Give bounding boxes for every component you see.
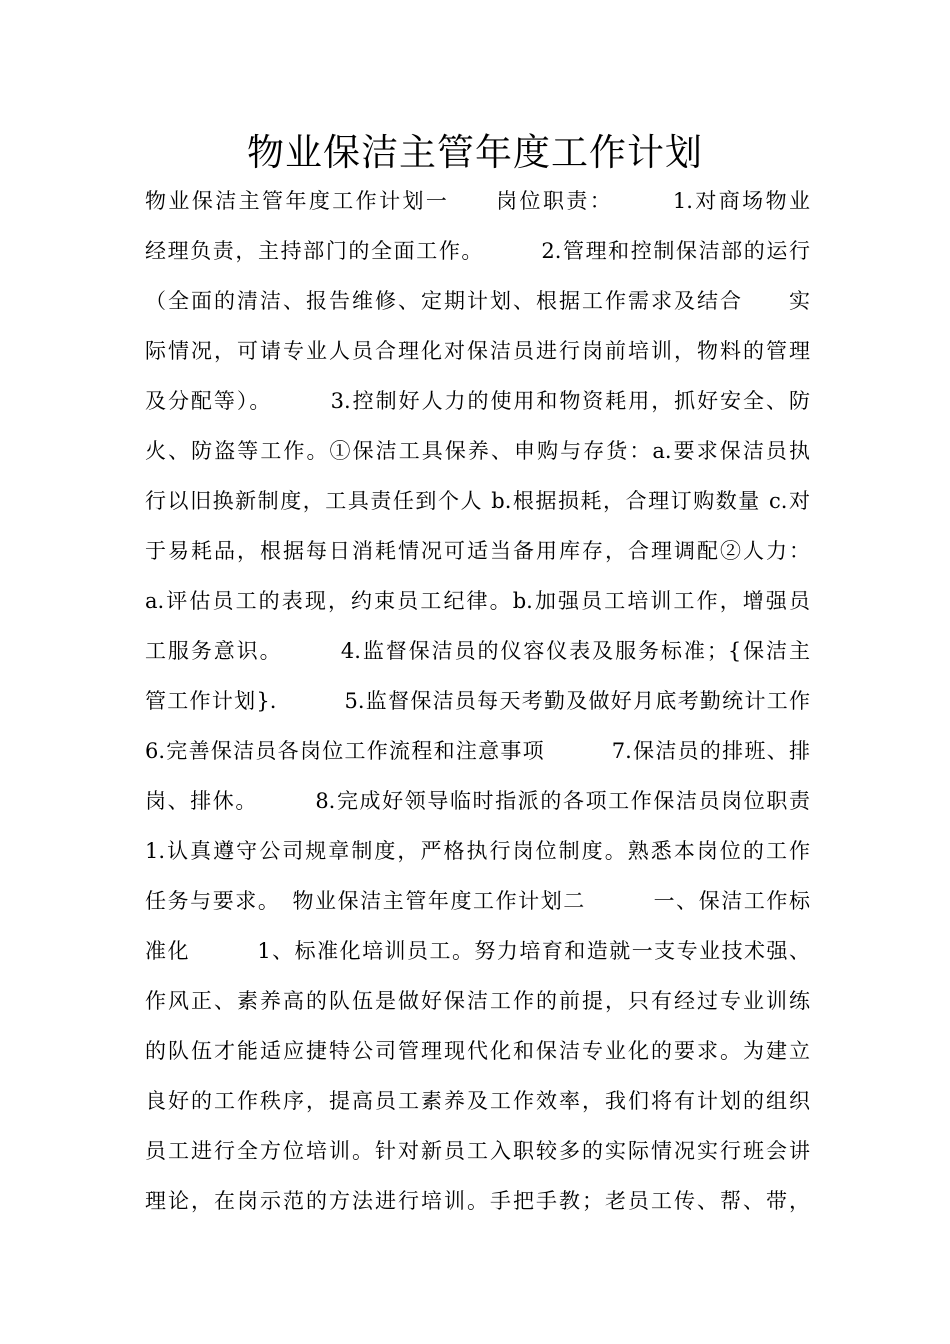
body-line: a.评估员工的表现，约束员工纪律。b.加强员工培训工作，增强员: [145, 589, 810, 613]
body-line: （全面的清洁、报告维修、定期计划、根据工作需求及结合 实: [145, 289, 810, 313]
body-line: 际情况，可请专业人员合理化对保洁员进行岗前培训，物料的管理: [145, 339, 810, 363]
body-line: 行以旧换新制度，工具责任到个人 b.根据损耗，合理订购数量 c.对: [145, 489, 810, 513]
body-line: 任务与要求。 物业保洁主管年度工作计划二 一、保洁工作标: [145, 889, 810, 913]
body-line: 作风正、素养高的队伍是做好保洁工作的前提，只有经过专业训练: [145, 989, 810, 1013]
body-line: 6.完善保洁员各岗位工作流程和注意事项 7.保洁员的排班、排: [145, 739, 810, 763]
document-title: 物业保洁主管年度工作计划: [247, 131, 703, 174]
body-line: 管工作计划}. 5.监督保洁员每天考勤及做好月底考勤统计工作: [145, 689, 810, 713]
body-line: 1.认真遵守公司规章制度，严格执行岗位制度。熟悉本岗位的工作: [145, 839, 810, 863]
body-line: 良好的工作秩序，提高员工素养及工作效率，我们将有计划的组织: [145, 1089, 810, 1113]
body-line: 火、防盗等工作。①保洁工具保养、申购与存货：a.要求保洁员执: [145, 439, 810, 463]
body-line: 经理负责，主持部门的全面工作。 2.管理和控制保洁部的运行: [145, 239, 810, 263]
body-line: 准化 1、标准化培训员工。努力培育和造就一支专业技术强、: [145, 939, 810, 963]
document-body: [145, 176, 810, 1226]
body-line: 员工进行全方位培训。针对新员工入职较多的实际情况实行班会讲: [145, 1139, 810, 1163]
body-line: 及分配等）。 3.控制好人力的使用和物资耗用，抓好安全、防: [145, 389, 810, 413]
body-line: 于易耗品，根据每日消耗情况可适当备用库存，合理调配②人力：: [145, 539, 810, 563]
body-line: 的队伍才能适应捷特公司管理现代化和保洁专业化的要求。为建立: [145, 1039, 810, 1063]
body-line: 理论，在岗示范的方法进行培训。手把手教；老员工传、帮、带，: [145, 1189, 810, 1213]
body-line: 岗、排休。 8.完成好领导临时指派的各项工作保洁员岗位职责: [145, 789, 810, 813]
body-line: 工服务意识。 4.监督保洁员的仪容仪表及服务标准；{保洁主: [145, 639, 810, 663]
body-line: 物业保洁主管年度工作计划一 岗位职责： 1.对商场物业: [145, 189, 810, 213]
